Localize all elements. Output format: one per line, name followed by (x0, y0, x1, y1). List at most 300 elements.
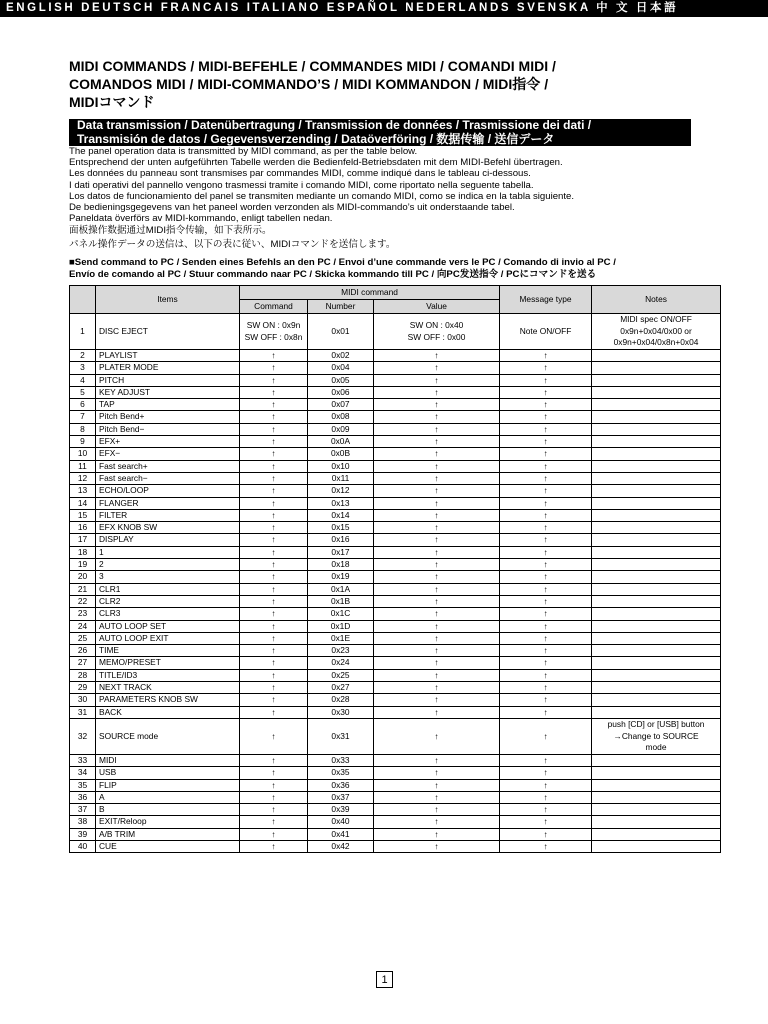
table-row (70, 694, 721, 706)
row-item: AUTO LOOP EXIT (96, 632, 240, 644)
row-midi-number: 0x09 (308, 423, 374, 435)
table-row (70, 460, 721, 472)
row-value: ↑ (374, 583, 500, 595)
intro-line-ja: パネル操作データの送信は、以下の表に従い、MIDIコマンドを送信します。 (69, 239, 396, 250)
row-number: 20 (70, 571, 96, 583)
row-command: ↑ (240, 423, 308, 435)
row-value: ↑ (374, 436, 500, 448)
title-line: MIDI COMMANDS / MIDI-BEFEHLE / COMMANDES MIDI / COMANDI MIDI / (69, 58, 556, 74)
row-notes (592, 718, 721, 754)
row-command: ↑ (240, 460, 308, 472)
row-item: Pitch Bend+ (96, 411, 240, 423)
row-command: ↑ (240, 608, 308, 620)
row-notes (592, 436, 721, 448)
row-number: 39 (70, 828, 96, 840)
row-value: ↑ (374, 694, 500, 706)
row-message-type: ↑ (500, 645, 592, 657)
table-row (70, 509, 721, 521)
table-row (70, 571, 721, 583)
row-value: ↑ (374, 571, 500, 583)
row-command: ↑ (240, 645, 308, 657)
send-heading-line: Envío de comando al PC / Stuur commando naar PC / Skicka kommando till PC / 向PC发送指令 / PCにコマンドを送る (69, 268, 597, 280)
page-title (69, 57, 709, 111)
language-bar: ENGLISH DEUTSCH FRANCAIS ITALIANO ESPAÑOL NEDERLANDS SVENSKA 中 文 日本語 (0, 0, 768, 17)
row-item: FILTER (96, 509, 240, 521)
row-item: Pitch Bend− (96, 423, 240, 435)
page-number: 1 (376, 971, 393, 988)
row-command: ↑ (240, 472, 308, 484)
row-item: CLR3 (96, 608, 240, 620)
row-number: 30 (70, 694, 96, 706)
row-item: FLIP (96, 779, 240, 791)
intro-line-en: The panel operation data is transmitted by MIDI command, as per the table below. (69, 146, 418, 157)
row-command (240, 314, 308, 350)
row-message-type: ↑ (500, 423, 592, 435)
intro-asian-lines (69, 224, 719, 252)
row-value: ↑ (374, 828, 500, 840)
row-command: ↑ (240, 485, 308, 497)
row-number: 19 (70, 559, 96, 571)
row-number: 24 (70, 620, 96, 632)
row-value: ↑ (374, 816, 500, 828)
row-item: KEY ADJUST (96, 386, 240, 398)
row-midi-number: 0x24 (308, 657, 374, 669)
row-midi-number: 0x14 (308, 509, 374, 521)
row-message-type: ↑ (500, 682, 592, 694)
table-row (70, 632, 721, 644)
row-notes (592, 497, 721, 509)
row-midi-number: 0x11 (308, 472, 374, 484)
row-value: ↑ (374, 657, 500, 669)
table-row (70, 522, 721, 534)
row-command: ↑ (240, 694, 308, 706)
row-value: ↑ (374, 767, 500, 779)
row-notes (592, 595, 721, 607)
table-row (70, 546, 721, 558)
row-midi-number: 0x39 (308, 804, 374, 816)
row-midi-number: 0x1A (308, 583, 374, 595)
row-midi-number: 0x06 (308, 386, 374, 398)
row-midi-number: 0x19 (308, 571, 374, 583)
table-row (70, 718, 721, 754)
row-value: ↑ (374, 595, 500, 607)
row-notes (592, 362, 721, 374)
row-number: 3 (70, 362, 96, 374)
row-number: 18 (70, 546, 96, 558)
row-command: ↑ (240, 669, 308, 681)
row-value: ↑ (374, 840, 500, 852)
notes-line: push [CD] or [USB] button (607, 719, 705, 730)
row-notes (592, 423, 721, 435)
row-number: 36 (70, 791, 96, 803)
row-midi-number: 0x23 (308, 645, 374, 657)
row-notes (592, 448, 721, 460)
row-number: 27 (70, 657, 96, 669)
row-notes (592, 620, 721, 632)
row-number: 37 (70, 804, 96, 816)
row-command: ↑ (240, 497, 308, 509)
row-item: Fast search+ (96, 460, 240, 472)
row-item: PARAMETERS KNOB SW (96, 694, 240, 706)
row-message-type: ↑ (500, 509, 592, 521)
row-item: 1 (96, 546, 240, 558)
row-notes (592, 608, 721, 620)
row-message-type: ↑ (500, 534, 592, 546)
row-value: ↑ (374, 791, 500, 803)
row-value: ↑ (374, 460, 500, 472)
row-value: ↑ (374, 399, 500, 411)
row-midi-number: 0x25 (308, 669, 374, 681)
table-row (70, 362, 721, 374)
row-midi-number: 0x1E (308, 632, 374, 644)
row-midi-number: 0x07 (308, 399, 374, 411)
row-command: ↑ (240, 374, 308, 386)
row-command: ↑ (240, 657, 308, 669)
row-message-type: ↑ (500, 767, 592, 779)
row-midi-number: 0x16 (308, 534, 374, 546)
intro-paragraph (69, 146, 719, 224)
row-notes (592, 779, 721, 791)
row-message-type: ↑ (500, 779, 592, 791)
row-command: ↑ (240, 840, 308, 852)
row-number: 6 (70, 399, 96, 411)
row-item: TAP (96, 399, 240, 411)
row-message-type: ↑ (500, 791, 592, 803)
row-value: ↑ (374, 754, 500, 766)
row-message-type: ↑ (500, 497, 592, 509)
row-notes (592, 399, 721, 411)
row-item: AUTO LOOP SET (96, 620, 240, 632)
header-notes: Notes (592, 286, 721, 314)
table-row (70, 595, 721, 607)
row-item: BACK (96, 706, 240, 718)
row-item: A/B TRIM (96, 828, 240, 840)
row-command: ↑ (240, 816, 308, 828)
row-notes (592, 669, 721, 681)
row-value: ↑ (374, 546, 500, 558)
header-command: Command (240, 300, 308, 314)
row-notes (592, 374, 721, 386)
row-midi-number: 0x42 (308, 840, 374, 852)
row-item: Fast search− (96, 472, 240, 484)
row-notes (592, 804, 721, 816)
row-command: ↑ (240, 399, 308, 411)
row-midi-number: 0x05 (308, 374, 374, 386)
row-message-type: ↑ (500, 522, 592, 534)
row-number: 15 (70, 509, 96, 521)
row-message-type: ↑ (500, 386, 592, 398)
table-row (70, 620, 721, 632)
row-message-type: ↑ (500, 399, 592, 411)
row-message-type: ↑ (500, 374, 592, 386)
table-row (70, 448, 721, 460)
row-command: ↑ (240, 509, 308, 521)
row-item: EXIT/Reloop (96, 816, 240, 828)
table-row (70, 314, 721, 350)
row-command: ↑ (240, 411, 308, 423)
row-command: ↑ (240, 534, 308, 546)
row-notes (592, 828, 721, 840)
row-value: ↑ (374, 682, 500, 694)
header-items: Items (96, 286, 240, 314)
header-value: Value (374, 300, 500, 314)
row-item: PITCH (96, 374, 240, 386)
row-value: ↑ (374, 779, 500, 791)
row-command: ↑ (240, 791, 308, 803)
row-notes (592, 350, 721, 362)
row-message-type: ↑ (500, 804, 592, 816)
row-item: MIDI (96, 754, 240, 766)
table-row (70, 706, 721, 718)
row-midi-number: 0x12 (308, 485, 374, 497)
row-number: 2 (70, 350, 96, 362)
row-message-type: ↑ (500, 840, 592, 852)
row-midi-number: 0x08 (308, 411, 374, 423)
row-command: ↑ (240, 595, 308, 607)
row-midi-number: 0x15 (308, 522, 374, 534)
row-midi-number: 0x31 (308, 718, 374, 754)
intro-line-zh: 面板操作数据通过MIDI指令传输，如下表所示。 (69, 225, 272, 236)
row-notes (592, 460, 721, 472)
row-item: B (96, 804, 240, 816)
row-number: 13 (70, 485, 96, 497)
row-item: CUE (96, 840, 240, 852)
row-command: ↑ (240, 767, 308, 779)
row-message-type: ↑ (500, 571, 592, 583)
header-message-type: Message type (500, 286, 592, 314)
row-midi-number: 0x30 (308, 706, 374, 718)
row-message-type: ↑ (500, 620, 592, 632)
send-heading-line: ■Send command to PC / Senden eines Befehls an den PC / Envoi d’une commande vers le PC / Comando di invio al PC / (69, 257, 616, 268)
row-value: ↑ (374, 362, 500, 374)
row-number: 11 (70, 460, 96, 472)
row-value: ↑ (374, 522, 500, 534)
row-number: 1 (70, 314, 96, 350)
row-message-type: ↑ (500, 657, 592, 669)
row-message-type: ↑ (500, 718, 592, 754)
row-item: PLAYLIST (96, 350, 240, 362)
row-number: 7 (70, 411, 96, 423)
row-message-type: ↑ (500, 706, 592, 718)
row-message-type: ↑ (500, 350, 592, 362)
row-message-type: ↑ (500, 583, 592, 595)
row-message-type: ↑ (500, 595, 592, 607)
row-message-type: ↑ (500, 669, 592, 681)
row-number: 34 (70, 767, 96, 779)
row-number: 25 (70, 632, 96, 644)
row-item: CLR1 (96, 583, 240, 595)
row-number: 22 (70, 595, 96, 607)
row-message-type: ↑ (500, 559, 592, 571)
intro-line-de: Entsprechend der unten aufgeführten Tabelle werden die Bedienfeld-Betriebsdaten mit dem MIDI-Befehl übertragen. (69, 157, 563, 169)
table-row (70, 374, 721, 386)
row-value: ↑ (374, 386, 500, 398)
row-midi-number: 0x35 (308, 767, 374, 779)
row-command: ↑ (240, 632, 308, 644)
table-row (70, 657, 721, 669)
table-row (70, 472, 721, 484)
table-row (70, 436, 721, 448)
row-number: 23 (70, 608, 96, 620)
row-midi-number: 0x1B (308, 595, 374, 607)
row-notes (592, 645, 721, 657)
notes-line: 0x9n+0x04/0x8n+0x04 (613, 337, 699, 348)
table-row (70, 767, 721, 779)
row-item: EFX− (96, 448, 240, 460)
table-row (70, 399, 721, 411)
row-number: 14 (70, 497, 96, 509)
row-notes (592, 694, 721, 706)
row-item: USB (96, 767, 240, 779)
row-command: ↑ (240, 559, 308, 571)
value-off: SW OFF : 0x00 (407, 331, 466, 342)
row-message-type: ↑ (500, 754, 592, 766)
row-number: 21 (70, 583, 96, 595)
row-item: TITLE/ID3 (96, 669, 240, 681)
row-notes (592, 657, 721, 669)
row-command: ↑ (240, 779, 308, 791)
intro-line-fr: Les données du panneau sont transmises par commandes MIDI, comme indiqué dans le tableau ci-dessous. (69, 168, 531, 180)
row-midi-number: 0x33 (308, 754, 374, 766)
title-line: MIDIコマンド (69, 94, 155, 110)
row-value (374, 314, 500, 350)
command-on: SW ON : 0x9n (246, 320, 301, 330)
row-message-type: Note ON/OFF (500, 314, 592, 350)
row-notes (592, 767, 721, 779)
row-notes (592, 583, 721, 595)
row-command: ↑ (240, 436, 308, 448)
table-row (70, 534, 721, 546)
notes-line: 0x9n+0x04/0x00 or (620, 325, 692, 336)
row-value: ↑ (374, 620, 500, 632)
value-on: SW ON : 0x40 (409, 320, 464, 330)
row-command: ↑ (240, 804, 308, 816)
row-item: MEMO/PRESET (96, 657, 240, 669)
row-number: 9 (70, 436, 96, 448)
row-item: CLR2 (96, 595, 240, 607)
row-midi-number: 0x18 (308, 559, 374, 571)
row-item: TIME (96, 645, 240, 657)
row-command: ↑ (240, 546, 308, 558)
row-midi-number: 0x1C (308, 608, 374, 620)
row-command: ↑ (240, 718, 308, 754)
row-notes (592, 840, 721, 852)
row-number: 17 (70, 534, 96, 546)
table-row (70, 559, 721, 571)
table-row (70, 583, 721, 595)
row-number: 10 (70, 448, 96, 460)
row-midi-number: 0x27 (308, 682, 374, 694)
row-midi-number: 0x02 (308, 350, 374, 362)
row-number: 29 (70, 682, 96, 694)
row-item: DISC EJECT (96, 314, 240, 350)
row-midi-number: 0x13 (308, 497, 374, 509)
table-row (70, 423, 721, 435)
row-midi-number: 0x0A (308, 436, 374, 448)
row-notes (592, 522, 721, 534)
row-item: EFX+ (96, 436, 240, 448)
row-command: ↑ (240, 583, 308, 595)
row-item: FLANGER (96, 497, 240, 509)
row-notes (592, 754, 721, 766)
row-number: 35 (70, 779, 96, 791)
row-value: ↑ (374, 669, 500, 681)
table-row (70, 804, 721, 816)
table-row (70, 682, 721, 694)
row-item: PLATER MODE (96, 362, 240, 374)
table-row (70, 411, 721, 423)
row-midi-number: 0x1D (308, 620, 374, 632)
row-command: ↑ (240, 448, 308, 460)
row-number: 31 (70, 706, 96, 718)
row-number: 38 (70, 816, 96, 828)
row-notes (592, 632, 721, 644)
row-message-type: ↑ (500, 411, 592, 423)
row-number: 5 (70, 386, 96, 398)
table-row (70, 828, 721, 840)
row-midi-number: 0x37 (308, 791, 374, 803)
row-message-type: ↑ (500, 816, 592, 828)
row-notes (592, 386, 721, 398)
row-value: ↑ (374, 509, 500, 521)
row-item: ECHO/LOOP (96, 485, 240, 497)
row-value: ↑ (374, 645, 500, 657)
table-row (70, 754, 721, 766)
row-command: ↑ (240, 828, 308, 840)
intro-line-it: I dati operativi del pannello vengono trasmessi tramite i comando MIDI, come riportato nella seguente tabella. (69, 179, 534, 191)
table-row (70, 779, 721, 791)
row-number: 16 (70, 522, 96, 534)
row-command: ↑ (240, 682, 308, 694)
row-item: 3 (96, 571, 240, 583)
row-value: ↑ (374, 448, 500, 460)
row-number: 8 (70, 423, 96, 435)
row-item: NEXT TRACK (96, 682, 240, 694)
row-value: ↑ (374, 632, 500, 644)
midi-command-table (69, 285, 721, 853)
row-command: ↑ (240, 350, 308, 362)
row-message-type: ↑ (500, 694, 592, 706)
row-midi-number: 0x40 (308, 816, 374, 828)
row-notes (592, 816, 721, 828)
row-message-type: ↑ (500, 546, 592, 558)
row-value: ↑ (374, 534, 500, 546)
row-midi-number: 0x10 (308, 460, 374, 472)
header-number (70, 286, 96, 314)
table-row (70, 608, 721, 620)
row-midi-number: 0x28 (308, 694, 374, 706)
row-number: 40 (70, 840, 96, 852)
table-row (70, 485, 721, 497)
row-message-type: ↑ (500, 460, 592, 472)
row-value: ↑ (374, 804, 500, 816)
row-command: ↑ (240, 620, 308, 632)
row-message-type: ↑ (500, 828, 592, 840)
row-value: ↑ (374, 718, 500, 754)
title-line: COMANDOS MIDI / MIDI-COMMANDO’S / MIDI KOMMANDON / MIDI指令 / (69, 76, 549, 92)
row-message-type: ↑ (500, 472, 592, 484)
row-number: 32 (70, 718, 96, 754)
row-notes (592, 706, 721, 718)
row-message-type: ↑ (500, 485, 592, 497)
command-off: SW OFF : 0x8n (244, 331, 303, 342)
notes-line: →Change to SOURCE (613, 730, 699, 741)
send-command-heading (69, 257, 729, 280)
row-value: ↑ (374, 411, 500, 423)
row-notes (592, 314, 721, 350)
row-notes (592, 472, 721, 484)
row-notes (592, 485, 721, 497)
